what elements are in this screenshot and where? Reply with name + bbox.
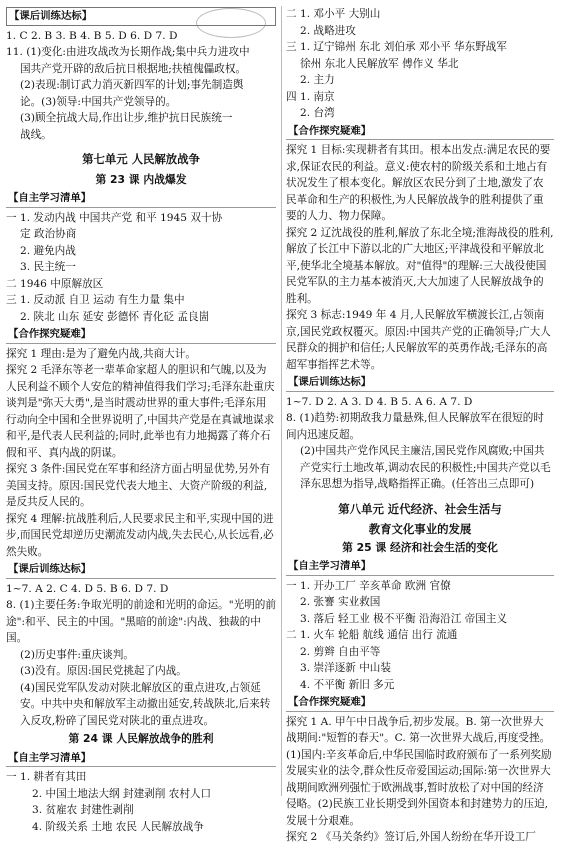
answer-paragraph: (2)历史事件:重庆谈判。	[20, 648, 134, 661]
answer-line: 3. 落后 轻工业 极不平衡 沿海沿江 帝国主义	[300, 612, 508, 625]
answer-line: 2. 陕北 山东 延安 彭德怀 青化砭 孟良崮	[20, 310, 210, 323]
answer-line: 2. 张謇 实业救国	[300, 596, 381, 608]
explore-answer: 探究 2 毛泽东等老一辈革命家超人的胆识和气魄,以及为人民利益不顾个人安危的精神值得我们学习;毛泽东赴重庆谈判是"弥天大勇",是当时震动世界的重大事件;毛泽东用行动向全中国和全世界说明了,中国共产党是在真诚地谋求和平,是代表人民利益的;同时,此举也有力地揭露了蒋介石假和平、真内战的阴谋。	[6, 364, 275, 459]
explore-answer: 探究 3 标志:1949 年 4 月,人民解放军横渡长江,占领南京,国民党政权覆灭。原因:中国共产党的正确领导;广大人民群众的拥护和信任;人民解放军的英勇作战;毛泽东的高超军事指挥艺术等。	[286, 309, 551, 371]
answer-line: 3. 民主统一	[20, 261, 76, 273]
answer-line: 2. 主力	[300, 74, 335, 86]
answer-line: 2. 台湾	[300, 107, 335, 119]
section-tag: 【课后训练达标】	[286, 374, 554, 392]
unit-heading: 第七单元 人民解放战争	[82, 152, 200, 166]
left-column	[6, 6, 276, 835]
answer-line: 二 1. 火车 轮船 航线 通信 出行 流通	[286, 629, 458, 641]
explore-answer: 探究 1 A. 甲午中日战争后,初步发展。B. 第一次世界大战期间:"短暂的春天"。C. 第一次世界大战后,再度受挫。	[286, 715, 551, 744]
answer-line: 3. 崇洋逐新 中山装	[300, 662, 391, 674]
answer-paragraph: 8. (1)主要任务:争取光明的前途和光明的命运。"光明的前途":和平、民主的中国。"黑暗的前途":内战、独裁的中国。	[6, 599, 276, 644]
answer-line: 定 政治协商	[20, 228, 77, 240]
answer-line: 二 1946 中原解放区	[6, 277, 104, 290]
section-tag: 【合作探究疑难】	[6, 326, 276, 344]
section-tag: 【自主学习清单】	[6, 750, 276, 768]
answer-line: 11. (1)变化:由进攻战改为长期作战;集中兵力进攻中	[6, 46, 250, 58]
answer-line: 论。(3)领导:中国共产党领导的。	[20, 95, 177, 108]
explore-answer: (1)国内:辛亥革命后,中华民国临时政府颁布了一系列奖励发展实业的法令,群众性反帝爱国运动;国际:第一次世界大战期间欧洲列强忙于欧洲战事,暂时放松了对中国的经济侵略。(2)民族工业长期受到外国资本和封建势力的压迫,发展十分艰难。	[286, 748, 552, 827]
right-column	[286, 6, 554, 846]
lesson-heading: 第 23 课 内战爆发	[95, 172, 187, 186]
section-tag: 【合作探究疑难】	[286, 694, 554, 712]
section-tag: 【课后训练达标】	[6, 561, 276, 579]
answer-line: 1~7. A 2. C 4. D 5. B 6. D 7. D	[6, 582, 169, 595]
answer-paragraph: 8. (1)趋势:初期敌我力量悬殊,但人民解放军在很短的时间内迅速反超。	[286, 412, 544, 441]
explore-answer: 探究 3 条件:国民党在军事和经济方面占明显优势,另外有美国支持。原因:国民党代表大地主、大资产阶级的利益,是反共反人民的。	[6, 463, 271, 508]
answer-line: 一 1. 开办工厂 辛亥革命 欧洲 官僚	[286, 579, 451, 592]
answer-line: 三 1. 反动派 自卫 运动 有生力量 集中	[6, 294, 185, 306]
explore-answer: 探究 2 辽沈战役的胜利,解放了东北全境;淮海战役的胜利,解放了长江中下游以北的广大地区;平津战役和平解放北平,使华北全境基本解放。对"值得"的理解:三大战役使国民党军队的主力基本被消灭,大大加速了人民解放战争的胜利。	[286, 226, 554, 305]
answer-line: 2. 剪辫 自由平等	[300, 645, 381, 658]
unit-heading-continued: 教育文化事业的发展	[368, 522, 472, 536]
lesson-heading: 第 24 课 人民解放战争的胜利	[68, 732, 214, 745]
answer-line: 四 1. 南京	[286, 90, 335, 103]
answer-line: 徐州 东北人民解放军 傅作义 华北	[300, 57, 459, 70]
unit-heading: 第八单元 近代经济、社会生活与	[338, 501, 502, 516]
answer-paragraph: (2)中国共产党作风民主廉洁,国民党作风腐败;中国共产党实行土地改革,调动农民的积极性;中国共产党以毛泽东思想为指导,战略指挥正确。(任答出三点即可)	[300, 445, 551, 490]
column-divider	[281, 6, 282, 796]
explore-answer: 探究 1 理由:是为了避免内战,共商大计。	[6, 347, 196, 360]
answer-line: 一 1. 发动内战 中国共产党 和平 1945 双十协	[6, 211, 223, 224]
answer-line: 战线。	[20, 128, 52, 141]
explore-answer: 探究 2 《马关条约》签订后,外国人纷纷在华开设工厂	[286, 831, 536, 843]
answer-line: 3. 贫雇农 封建性剥削	[32, 804, 134, 816]
answer-line: 2. 战略进攻	[300, 24, 356, 37]
answer-line: 1. C 2. B 3. B 4. B 5. D 6. D 7. D	[6, 29, 178, 42]
section-tag: 【自主学习清单】	[6, 190, 276, 208]
answer-line: (3)顾全抗战大局,作出让步,维护抗日民族统一	[20, 112, 233, 124]
answer-line: 三 1. 辽宁锦州 东北 刘伯承 邓小平 华东野战军	[286, 41, 507, 53]
lesson-heading: 第 25 课 经济和社会生活的变化	[342, 540, 498, 554]
answer-paragraph: (4)国民党军队发动对陕北解放区的重点进攻,占领延安。中共中央和解放军主动撤出延安,转战陕北,后来转入反攻,粉碎了国民党对陕北的重点进攻。	[20, 681, 271, 727]
answer-line: (2)表现:制订武力消灭新四军的计划;事先制造舆	[20, 79, 244, 91]
answer-line: 一 1. 耕者有其田	[6, 771, 87, 783]
answer-line: 4. 不平衡 新旧 多元	[300, 678, 395, 691]
answer-line: 二 1. 邓小平 大别山	[286, 8, 381, 20]
section-tag: 【合作探究疑难】	[286, 123, 554, 141]
answer-line: 2. 中国土地法大纲 封建剥削 农村人口	[32, 787, 212, 800]
section-tag: 【自主学习清单】	[286, 558, 554, 576]
explore-answer: 探究 4 理解:抗战胜利后,人民要求民主和平,实现中国的进步,而国民党却逆历史潮流发动内战,失去民心,从长远看,必然失败。	[6, 512, 274, 558]
explore-answer: 探究 1 目标:实现耕者有其田。根本出发点:满足农民的要求,保证农民的利益。意义:使农村的阶级关系和土地占有状况发生了根本变化。解放区农民分到了土地,激发了农民革命和生产的积极性,为人民解放战争的胜利提供了重要的人力、物力保障。	[286, 144, 551, 222]
answer-line: 1~7. D 2. A 3. D 4. B 5. A 6. A 7. D	[286, 395, 473, 408]
section-tag: 【课后训练达标】	[6, 7, 276, 26]
answer-paragraph: (3)没有。原因:国民党挑起了内战。	[20, 665, 187, 677]
answer-line: 2. 避免内战	[20, 244, 76, 257]
answer-line: 国共产党开辟的敌后抗日根据地;扶植傀儡政权。	[20, 62, 247, 75]
answer-line: 4. 阶级关系 土地 农民 人民解放战争	[32, 820, 204, 833]
